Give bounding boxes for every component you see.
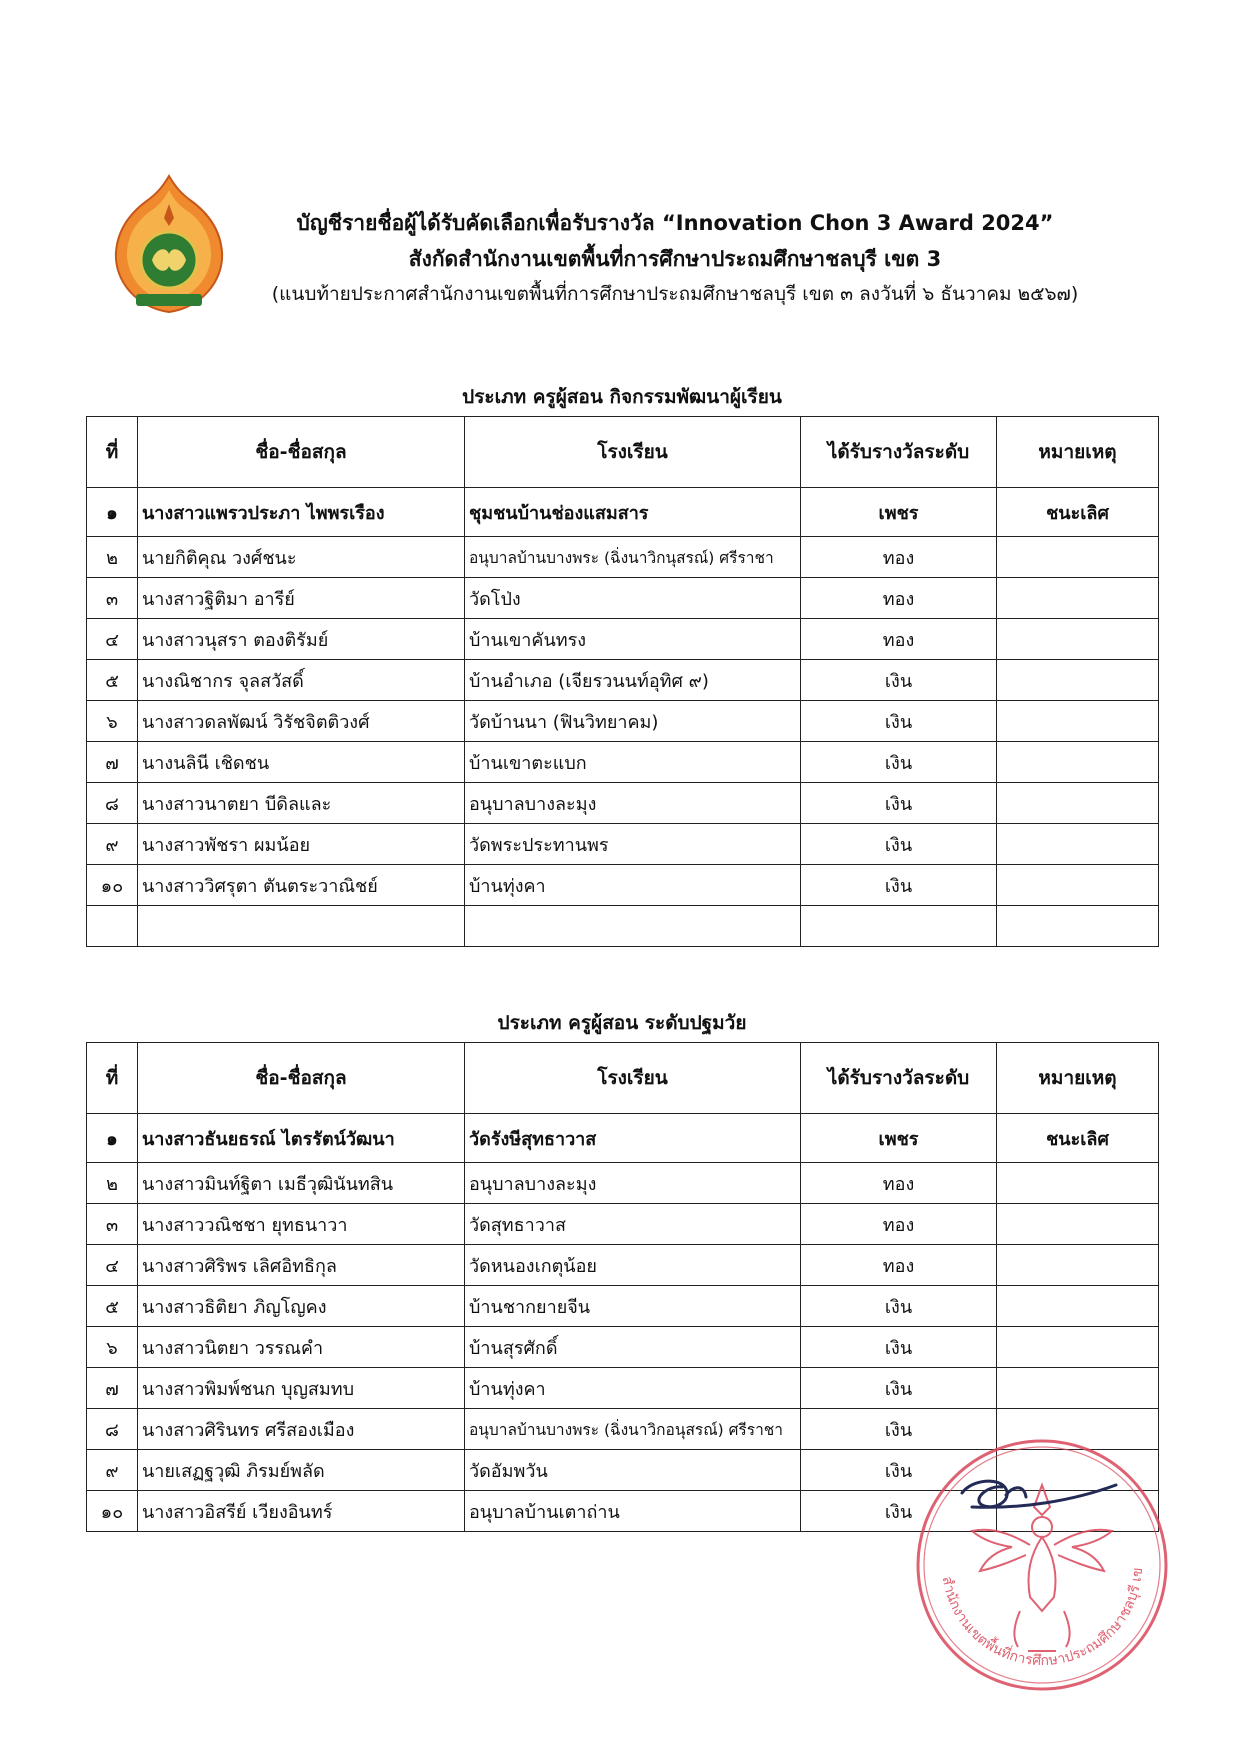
table-row — [87, 1327, 1159, 1368]
document-header — [230, 205, 1120, 311]
table-row — [87, 1204, 1159, 1245]
award-level: เงิน — [801, 824, 997, 865]
school-name: บ้านเขาคันทรง — [465, 619, 801, 660]
school-name: บ้านชากยายจีน — [465, 1286, 801, 1327]
award-level: ทอง — [801, 578, 997, 619]
col-award-header: ได้รับรางวัลระดับ — [801, 1043, 997, 1114]
award-level: เงิน — [801, 1491, 997, 1532]
table-row — [87, 906, 1159, 947]
award-level: เงิน — [801, 1409, 997, 1450]
school-name: อนุบาลบ้านเตาถ่าน — [465, 1491, 801, 1532]
document-title: บัญชีรายชื่อผู้ได้รับคัดเลือกเพื่อรับรางวัล “Innovation Chon 3 Award 2024” — [296, 211, 1054, 235]
table-header-row — [87, 1043, 1159, 1114]
teacher-name: นางสาวพัชรา ผมน้อย — [138, 824, 465, 865]
school-name: อนุบาลบ้านบางพระ (ฉิ่งนาวิกนุสรณ์) ศรีราชา — [465, 537, 801, 578]
remark — [997, 742, 1159, 783]
teacher-name: นางสาวธิติยา ภิญโญคง — [138, 1286, 465, 1327]
row-number: ๕ — [87, 1286, 138, 1327]
award-level: เงิน — [801, 865, 997, 906]
section1-rows — [87, 488, 1159, 947]
row-number: ๑๐ — [87, 865, 138, 906]
school-name: วัดพระประทานพร — [465, 824, 801, 865]
remark — [997, 1245, 1159, 1286]
table-row — [87, 865, 1159, 906]
school-name: วัดโป่ง — [465, 578, 801, 619]
obec-logo — [112, 174, 226, 314]
school-name: อนุบาลบ้านบางพระ (ฉิ่งนาวิกอนุสรณ์) ศรีราชา — [465, 1409, 801, 1450]
teacher-name: นางณิชากร จุลสวัสดิ์ — [138, 660, 465, 701]
row-number: ๖ — [87, 701, 138, 742]
teacher-name: นางสาวมินท์ฐิตา เมธีวุฒินันทสิน — [138, 1163, 465, 1204]
school-name: วัดรังษีสุทธาวาส — [465, 1114, 801, 1163]
teacher-name: นายกิติคุณ วงศ์ชนะ — [138, 537, 465, 578]
school-name: ชุมชนบ้านช่องแสมสาร — [465, 488, 801, 537]
teacher-name: นางนลินี เชิดชน — [138, 742, 465, 783]
remark — [997, 1204, 1159, 1245]
award-level: ทอง — [801, 537, 997, 578]
col-name-header: ชื่อ-ชื่อสกุล — [138, 417, 465, 488]
school-name — [465, 906, 801, 947]
table-row — [87, 1286, 1159, 1327]
section1-table — [86, 416, 1159, 947]
teacher-name: นายเสฏฐวุฒิ ภิรมย์พลัด — [138, 1450, 465, 1491]
col-no-header: ที่ — [87, 1043, 138, 1114]
teacher-name: นางสาวนุสรา ตองติรัมย์ — [138, 619, 465, 660]
col-note-header: หมายเหตุ — [997, 1043, 1159, 1114]
school-name: อนุบาลบางละมุง — [465, 783, 801, 824]
table-row — [87, 1368, 1159, 1409]
award-level: เงิน — [801, 1327, 997, 1368]
table-row — [87, 578, 1159, 619]
school-name: วัดหนองเกตุน้อย — [465, 1245, 801, 1286]
table-header-row — [87, 417, 1159, 488]
row-number: ๓ — [87, 1204, 138, 1245]
table-row — [87, 742, 1159, 783]
remark: ชนะเลิศ — [997, 488, 1159, 537]
svg-text:สำนักงานเขตพื้นที่การศึกษาประถ: สำนักงานเขตพื้นที่การศึกษาประถมศึกษาชลบุรี เข — [938, 1566, 1147, 1670]
table-row — [87, 619, 1159, 660]
remark — [997, 1286, 1159, 1327]
teacher-name: นางสาวธันยธรณ์ ไตรรัตน์วัฒนา — [138, 1114, 465, 1163]
teacher-name: นางสาววณิชชา ยุทธนาวา — [138, 1204, 465, 1245]
teacher-name: นางสาวศิรินทร ศรีสองเมือง — [138, 1409, 465, 1450]
remark — [997, 660, 1159, 701]
school-name: บ้านเขาตะแบก — [465, 742, 801, 783]
row-number: ๗ — [87, 1368, 138, 1409]
remark — [997, 1327, 1159, 1368]
remark — [997, 1368, 1159, 1409]
award-level: เพชร — [801, 488, 997, 537]
col-award-header: ได้รับรางวัลระดับ — [801, 417, 997, 488]
col-name-header: ชื่อ-ชื่อสกุล — [138, 1043, 465, 1114]
table-row — [87, 824, 1159, 865]
col-no-header: ที่ — [87, 417, 138, 488]
remark — [997, 783, 1159, 824]
remark — [997, 619, 1159, 660]
teacher-name: นางสาวอิสรีย์ เวียงอินทร์ — [138, 1491, 465, 1532]
row-number: ๗ — [87, 742, 138, 783]
school-name: บ้านทุ่งคา — [465, 865, 801, 906]
table-row — [87, 1245, 1159, 1286]
row-number: ๖ — [87, 1327, 138, 1368]
row-number: ๒ — [87, 1163, 138, 1204]
document-subtitle: สังกัดสำนักงานเขตพื้นที่การศึกษาประถมศึกษาชลบุรี เขต 3 — [408, 247, 942, 271]
row-number — [87, 906, 138, 947]
school-name: บ้านทุ่งคา — [465, 1368, 801, 1409]
school-name: วัดอัมพวัน — [465, 1450, 801, 1491]
award-level: เพชร — [801, 1114, 997, 1163]
row-number: ๒ — [87, 537, 138, 578]
remark — [997, 578, 1159, 619]
row-number: ๓ — [87, 578, 138, 619]
section1-title: ประเภท ครูผู้สอน กิจกรรมพัฒนาผู้เรียน — [462, 386, 782, 408]
teacher-name — [138, 906, 465, 947]
teacher-name: นางสาวพิมพ์ชนก บุญสมทบ — [138, 1368, 465, 1409]
teacher-name: นางสาวแพรวประภา ไพพรเรือง — [138, 488, 465, 537]
section2-title: ประเภท ครูผู้สอน ระดับปฐมวัย — [497, 1012, 747, 1034]
row-number: ๔ — [87, 1245, 138, 1286]
award-level: เงิน — [801, 1368, 997, 1409]
official-seal-stamp — [902, 1415, 1182, 1705]
remark — [997, 906, 1159, 947]
remark: ชนะเลิศ — [997, 1114, 1159, 1163]
award-level: ทอง — [801, 619, 997, 660]
teacher-name: นางสาวดลพัฒน์ วิรัชจิตติวงศ์ — [138, 701, 465, 742]
table-row — [87, 488, 1159, 537]
school-name: วัดสุทธาวาส — [465, 1204, 801, 1245]
row-number: ๑ — [87, 488, 138, 537]
award-level: ทอง — [801, 1163, 997, 1204]
table-row — [87, 1114, 1159, 1163]
row-number: ๙ — [87, 824, 138, 865]
school-name: บ้านอำเภอ (เจียรวนนท์อุทิศ ๙) — [465, 660, 801, 701]
remark — [997, 701, 1159, 742]
table-row — [87, 1163, 1159, 1204]
school-name: วัดบ้านนา (ฟินวิทยาคม) — [465, 701, 801, 742]
teacher-name: นางสาววิศรุตา ตันตระวาณิชย์ — [138, 865, 465, 906]
award-level: เงิน — [801, 701, 997, 742]
award-level: เงิน — [801, 742, 997, 783]
table-row — [87, 660, 1159, 701]
row-number: ๔ — [87, 619, 138, 660]
col-note-header: หมายเหตุ — [997, 417, 1159, 488]
table-row — [87, 783, 1159, 824]
row-number: ๘ — [87, 783, 138, 824]
row-number: ๙ — [87, 1450, 138, 1491]
row-number: ๑๐ — [87, 1491, 138, 1532]
col-school-header: โรงเรียน — [465, 417, 801, 488]
award-level — [801, 906, 997, 947]
school-name: บ้านสุรศักดิ์ — [465, 1327, 801, 1368]
remark — [997, 865, 1159, 906]
row-number: ๑ — [87, 1114, 138, 1163]
document-reference: (แนบท้ายประกาศสำนักงานเขตพื้นที่การศึกษาประถมศึกษาชลบุรี เขต ๓ ลงวันที่ ๖ ธันวาคม ๒๕๖๗) — [271, 283, 1079, 305]
remark — [997, 537, 1159, 578]
teacher-name: นางสาวนาตยา บีดิลและ — [138, 783, 465, 824]
award-level: เงิน — [801, 1286, 997, 1327]
award-level: เงิน — [801, 783, 997, 824]
remark — [997, 824, 1159, 865]
col-school-header: โรงเรียน — [465, 1043, 801, 1114]
teacher-name: นางสาวฐิติมา อารีย์ — [138, 578, 465, 619]
teacher-name: นางสาวนิตยา วรรณคำ — [138, 1327, 465, 1368]
award-level: เงิน — [801, 660, 997, 701]
award-level: เงิน — [801, 1450, 997, 1491]
table-row — [87, 701, 1159, 742]
teacher-name: นางสาวศิริพร เลิศอิทธิกุล — [138, 1245, 465, 1286]
award-level: ทอง — [801, 1245, 997, 1286]
award-level: ทอง — [801, 1204, 997, 1245]
school-name: อนุบาลบางละมุง — [465, 1163, 801, 1204]
table-row — [87, 537, 1159, 578]
row-number: ๕ — [87, 660, 138, 701]
remark — [997, 1163, 1159, 1204]
row-number: ๘ — [87, 1409, 138, 1450]
